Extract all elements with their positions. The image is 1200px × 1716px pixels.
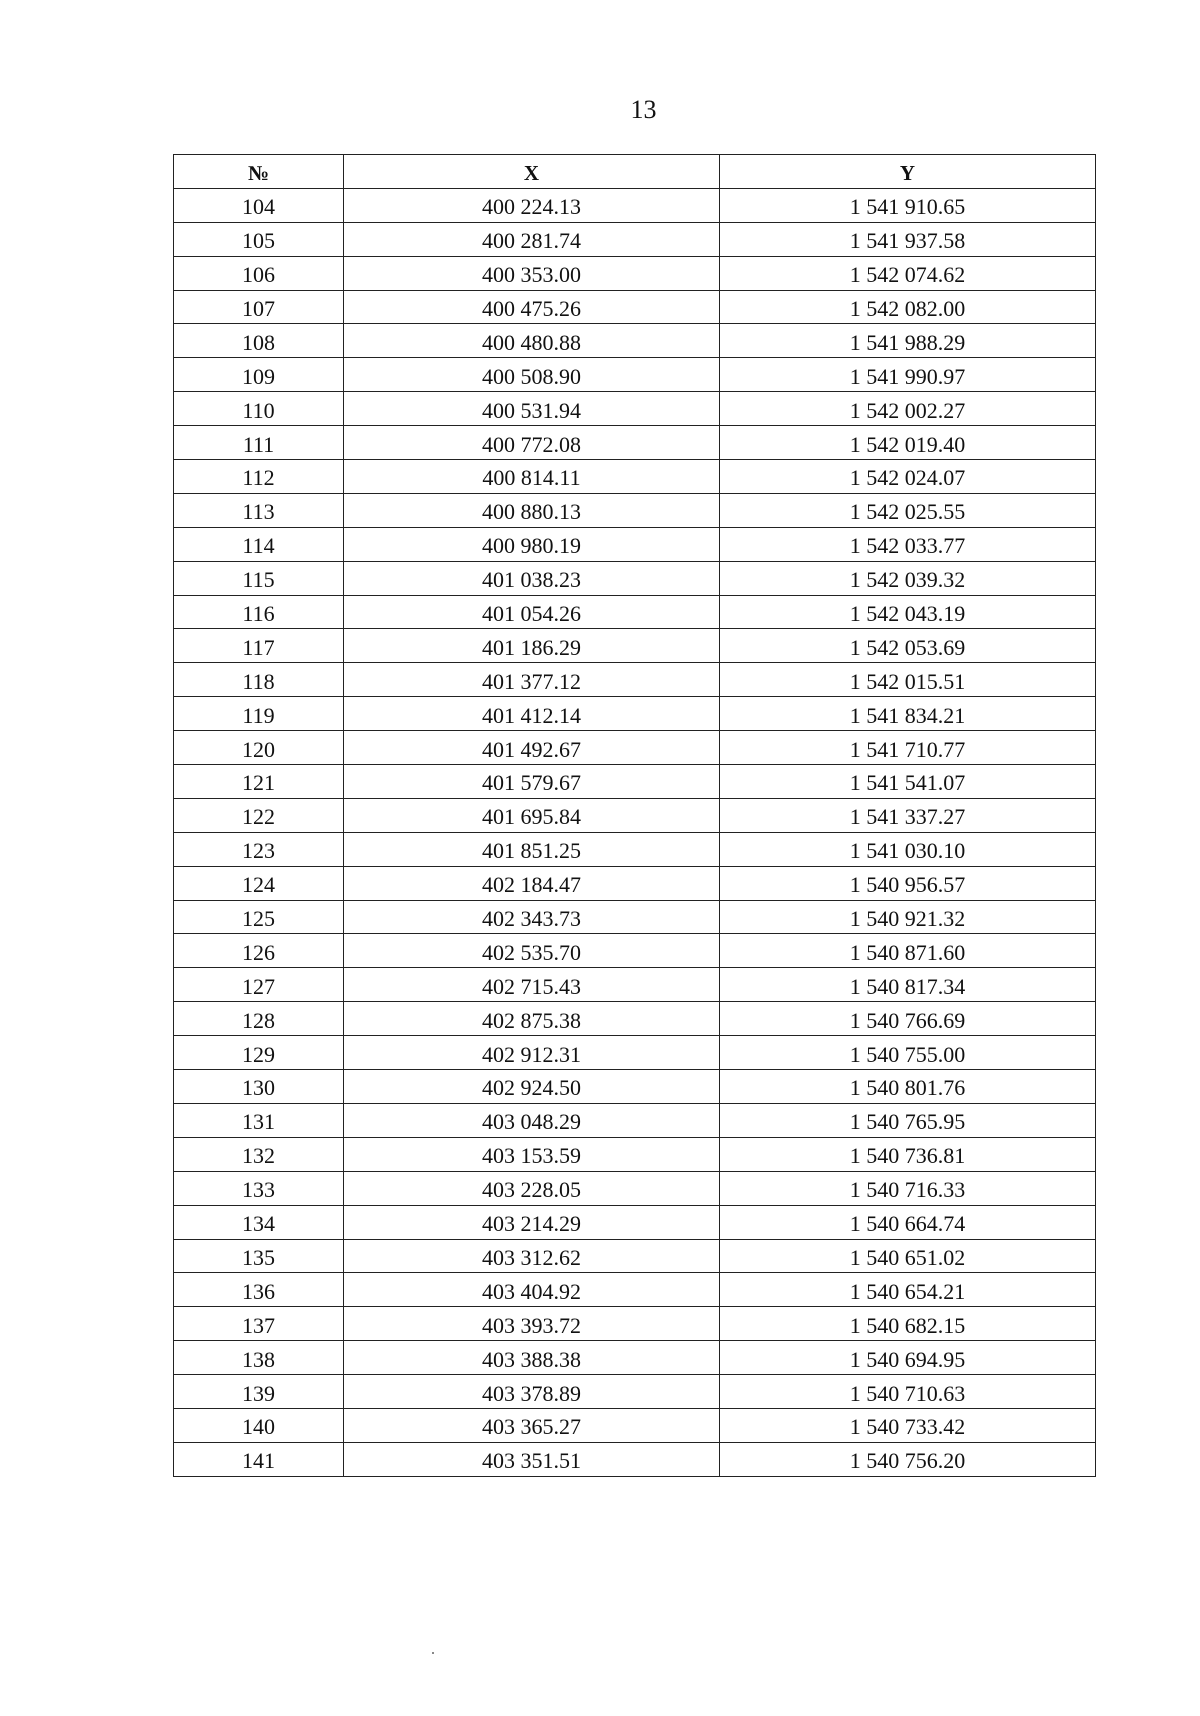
cell-number: 113 xyxy=(174,493,344,527)
cell-x: 403 214.29 xyxy=(344,1205,720,1239)
cell-number: 116 xyxy=(174,595,344,629)
table-row xyxy=(174,222,1096,256)
table-row xyxy=(174,1408,1096,1442)
cell-x: 403 048.29 xyxy=(344,1103,720,1137)
cell-y: 1 540 710.63 xyxy=(720,1375,1096,1409)
cell-number: 140 xyxy=(174,1408,344,1442)
cell-number: 125 xyxy=(174,900,344,934)
table-row xyxy=(174,324,1096,358)
table-row xyxy=(174,527,1096,561)
table-row xyxy=(174,493,1096,527)
table-row xyxy=(174,1103,1096,1137)
cell-x: 401 054.26 xyxy=(344,595,720,629)
cell-y: 1 542 019.40 xyxy=(720,426,1096,460)
cell-number: 114 xyxy=(174,527,344,561)
table-row xyxy=(174,358,1096,392)
cell-y: 1 542 033.77 xyxy=(720,527,1096,561)
cell-number: 121 xyxy=(174,765,344,799)
cell-y: 1 542 074.62 xyxy=(720,256,1096,290)
cell-number: 129 xyxy=(174,1036,344,1070)
cell-x: 400 980.19 xyxy=(344,527,720,561)
cell-y: 1 540 801.76 xyxy=(720,1070,1096,1104)
cell-x: 401 377.12 xyxy=(344,663,720,697)
cell-number: 133 xyxy=(174,1171,344,1205)
cell-y: 1 542 015.51 xyxy=(720,663,1096,697)
table-row xyxy=(174,1307,1096,1341)
table-row xyxy=(174,460,1096,494)
cell-y: 1 542 053.69 xyxy=(720,629,1096,663)
table-row xyxy=(174,392,1096,426)
cell-x: 402 184.47 xyxy=(344,866,720,900)
table-row xyxy=(174,934,1096,968)
cell-number: 112 xyxy=(174,460,344,494)
cell-x: 400 475.26 xyxy=(344,290,720,324)
cell-y: 1 542 039.32 xyxy=(720,561,1096,595)
cell-x: 401 492.67 xyxy=(344,731,720,765)
cell-number: 123 xyxy=(174,832,344,866)
table-row xyxy=(174,1375,1096,1409)
cell-number: 111 xyxy=(174,426,344,460)
cell-number: 106 xyxy=(174,256,344,290)
cell-number: 107 xyxy=(174,290,344,324)
cell-y: 1 540 956.57 xyxy=(720,866,1096,900)
table-row xyxy=(174,426,1096,460)
cell-x: 400 353.00 xyxy=(344,256,720,290)
cell-number: 136 xyxy=(174,1273,344,1307)
table-row xyxy=(174,968,1096,1002)
cell-x: 403 378.89 xyxy=(344,1375,720,1409)
cell-x: 401 579.67 xyxy=(344,765,720,799)
cell-x: 402 715.43 xyxy=(344,968,720,1002)
table-row xyxy=(174,1036,1096,1070)
table-row xyxy=(174,798,1096,832)
cell-number: 134 xyxy=(174,1205,344,1239)
cell-y: 1 542 025.55 xyxy=(720,493,1096,527)
scan-speck xyxy=(432,1652,434,1654)
table-row xyxy=(174,731,1096,765)
table-row xyxy=(174,1070,1096,1104)
cell-y: 1 540 921.32 xyxy=(720,900,1096,934)
cell-y: 1 541 834.21 xyxy=(720,697,1096,731)
cell-number: 109 xyxy=(174,358,344,392)
cell-y: 1 542 024.07 xyxy=(720,460,1096,494)
cell-y: 1 541 910.65 xyxy=(720,188,1096,222)
cell-x: 403 404.92 xyxy=(344,1273,720,1307)
cell-x: 403 228.05 xyxy=(344,1171,720,1205)
cell-x: 403 365.27 xyxy=(344,1408,720,1442)
cell-number: 130 xyxy=(174,1070,344,1104)
cell-x: 403 351.51 xyxy=(344,1442,720,1476)
cell-number: 118 xyxy=(174,663,344,697)
cell-x: 403 153.59 xyxy=(344,1137,720,1171)
cell-x: 402 535.70 xyxy=(344,934,720,968)
cell-y: 1 540 733.42 xyxy=(720,1408,1096,1442)
cell-y: 1 541 541.07 xyxy=(720,765,1096,799)
cell-number: 127 xyxy=(174,968,344,1002)
table-row xyxy=(174,1442,1096,1476)
cell-x: 400 814.11 xyxy=(344,460,720,494)
cell-x: 400 772.08 xyxy=(344,426,720,460)
cell-x: 400 531.94 xyxy=(344,392,720,426)
table-row xyxy=(174,1205,1096,1239)
cell-y: 1 542 043.19 xyxy=(720,595,1096,629)
cell-y: 1 541 337.27 xyxy=(720,798,1096,832)
cell-x: 402 924.50 xyxy=(344,1070,720,1104)
table-row xyxy=(174,595,1096,629)
cell-number: 105 xyxy=(174,222,344,256)
cell-number: 110 xyxy=(174,392,344,426)
cell-number: 119 xyxy=(174,697,344,731)
cell-number: 135 xyxy=(174,1239,344,1273)
cell-y: 1 540 817.34 xyxy=(720,968,1096,1002)
cell-y: 1 541 990.97 xyxy=(720,358,1096,392)
table-row xyxy=(174,866,1096,900)
cell-number: 104 xyxy=(174,188,344,222)
table-row xyxy=(174,561,1096,595)
cell-y: 1 540 756.20 xyxy=(720,1442,1096,1476)
cell-y: 1 541 937.58 xyxy=(720,222,1096,256)
cell-x: 401 038.23 xyxy=(344,561,720,595)
cell-number: 124 xyxy=(174,866,344,900)
table-row xyxy=(174,663,1096,697)
cell-number: 138 xyxy=(174,1341,344,1375)
table-row xyxy=(174,832,1096,866)
cell-number: 141 xyxy=(174,1442,344,1476)
cell-x: 402 875.38 xyxy=(344,1002,720,1036)
table-row xyxy=(174,1273,1096,1307)
cell-number: 139 xyxy=(174,1375,344,1409)
cell-y: 1 540 736.81 xyxy=(720,1137,1096,1171)
table-row xyxy=(174,256,1096,290)
cell-x: 400 480.88 xyxy=(344,324,720,358)
cell-x: 401 186.29 xyxy=(344,629,720,663)
table-row xyxy=(174,1137,1096,1171)
table-row xyxy=(174,629,1096,663)
cell-number: 132 xyxy=(174,1137,344,1171)
cell-x: 401 695.84 xyxy=(344,798,720,832)
cell-y: 1 541 988.29 xyxy=(720,324,1096,358)
cell-y: 1 541 710.77 xyxy=(720,731,1096,765)
cell-x: 403 312.62 xyxy=(344,1239,720,1273)
table-row xyxy=(174,1171,1096,1205)
cell-number: 137 xyxy=(174,1307,344,1341)
cell-x: 402 343.73 xyxy=(344,900,720,934)
page-number: 13 xyxy=(630,95,657,124)
cell-y: 1 540 871.60 xyxy=(720,934,1096,968)
cell-y: 1 540 682.15 xyxy=(720,1307,1096,1341)
table-row xyxy=(174,697,1096,731)
table-row xyxy=(174,290,1096,324)
cell-y: 1 542 002.27 xyxy=(720,392,1096,426)
header-number: № xyxy=(174,155,344,189)
cell-y: 1 540 755.00 xyxy=(720,1036,1096,1070)
table-row xyxy=(174,1341,1096,1375)
cell-y: 1 542 082.00 xyxy=(720,290,1096,324)
table-row xyxy=(174,1239,1096,1273)
table-body xyxy=(174,188,1096,1476)
coordinates-table xyxy=(173,154,1096,1477)
table-row xyxy=(174,765,1096,799)
cell-y: 1 540 694.95 xyxy=(720,1341,1096,1375)
table-row xyxy=(174,900,1096,934)
cell-number: 131 xyxy=(174,1103,344,1137)
cell-x: 403 393.72 xyxy=(344,1307,720,1341)
header-x: X xyxy=(344,155,720,189)
cell-number: 108 xyxy=(174,324,344,358)
cell-y: 1 540 766.69 xyxy=(720,1002,1096,1036)
cell-y: 1 540 651.02 xyxy=(720,1239,1096,1273)
cell-number: 120 xyxy=(174,731,344,765)
cell-x: 400 281.74 xyxy=(344,222,720,256)
cell-number: 117 xyxy=(174,629,344,663)
cell-number: 126 xyxy=(174,934,344,968)
cell-x: 400 880.13 xyxy=(344,493,720,527)
cell-number: 115 xyxy=(174,561,344,595)
cell-number: 122 xyxy=(174,798,344,832)
cell-x: 401 412.14 xyxy=(344,697,720,731)
cell-y: 1 540 654.21 xyxy=(720,1273,1096,1307)
header-y: Y xyxy=(720,155,1096,189)
cell-y: 1 541 030.10 xyxy=(720,832,1096,866)
cell-y: 1 540 664.74 xyxy=(720,1205,1096,1239)
cell-x: 402 912.31 xyxy=(344,1036,720,1070)
cell-y: 1 540 716.33 xyxy=(720,1171,1096,1205)
table-row xyxy=(174,1002,1096,1036)
cell-x: 401 851.25 xyxy=(344,832,720,866)
cell-y: 1 540 765.95 xyxy=(720,1103,1096,1137)
table-header-row xyxy=(174,155,1096,189)
cell-x: 400 224.13 xyxy=(344,188,720,222)
cell-x: 403 388.38 xyxy=(344,1341,720,1375)
cell-number: 128 xyxy=(174,1002,344,1036)
table-row xyxy=(174,188,1096,222)
cell-x: 400 508.90 xyxy=(344,358,720,392)
